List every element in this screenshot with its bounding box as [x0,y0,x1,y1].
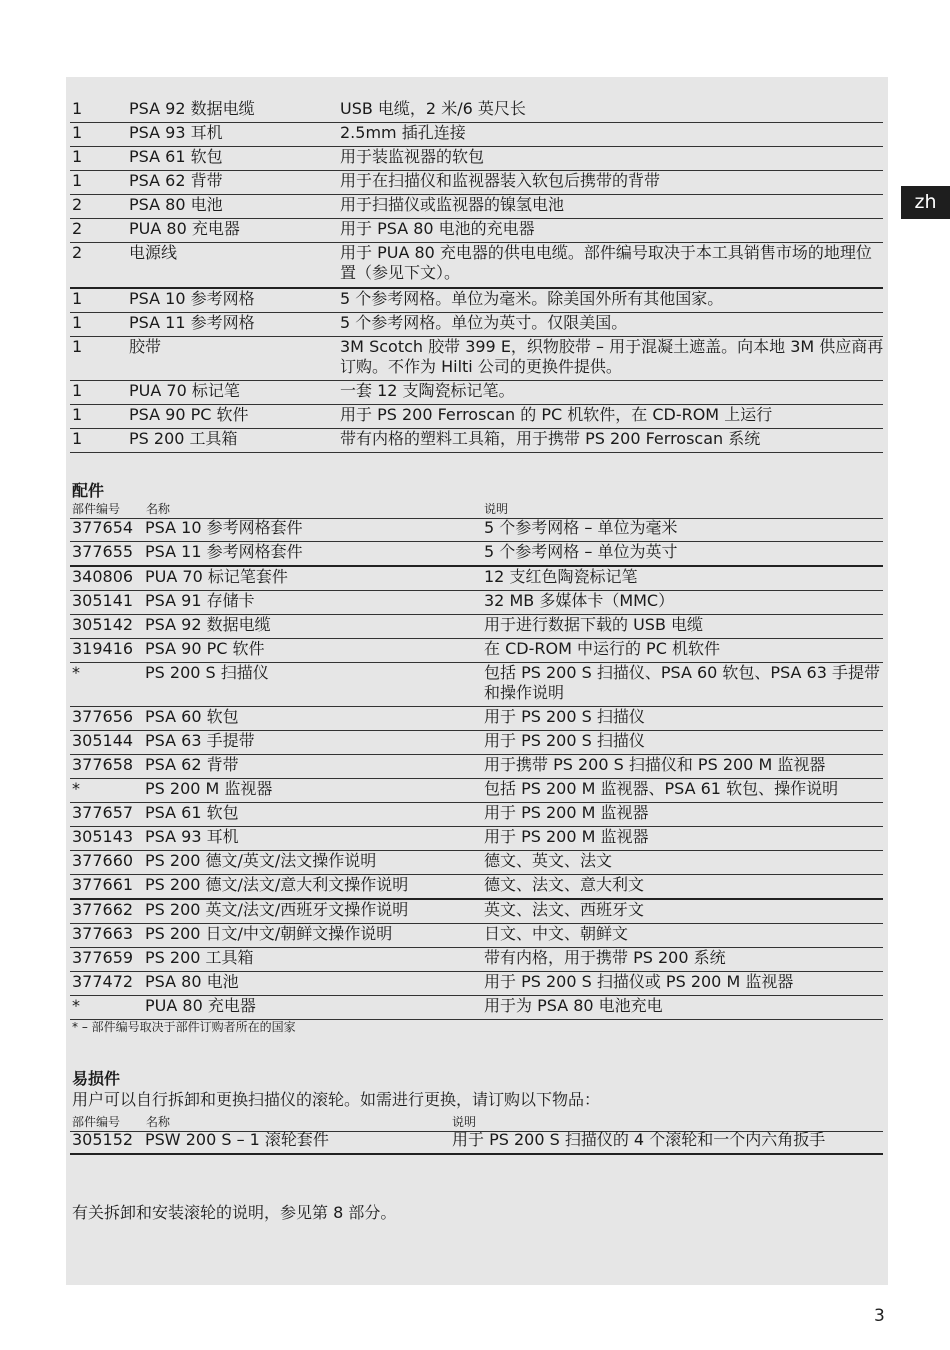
wear-parts-intro: 用户可以自行拆卸和更换扫描仪的滚轮。如需进行更换，请订购以下物品： [72,1090,601,1109]
desc-cell: 5 个参考网格 – 单位为英寸 [484,542,678,561]
part-no-cell: * [72,779,80,798]
desc-cell: 12 支红色陶瓷标记笔 [484,567,638,586]
name-cell: PS 200 工具箱 [145,948,254,967]
name-cell: PSA 90 PC 软件 [145,639,265,658]
desc-cell: 用于为 PSA 80 电池充电 [484,996,663,1015]
qty-cell: 1 [72,171,83,190]
desc-cell: 用于携带 PS 200 S 扫描仪和 PS 200 M 监视器 [484,755,826,774]
name-cell: PSW 200 S – 1 滚轮套件 [145,1130,329,1149]
part-no-cell: 377655 [72,542,134,561]
part-no-cell: 377662 [72,900,134,919]
table-row [70,567,883,591]
desc-cell: 日文、中文、朝鲜文 [484,924,629,943]
name-cell: 胶带 [129,337,162,356]
desc-cell: 用于 PS 200 Ferroscan 的 PC 机软件，在 CD-ROM 上运行 [340,405,773,424]
qty-cell: 1 [72,147,83,166]
wear-parts-table [70,1130,883,1155]
qty-cell: 1 [72,429,83,448]
name-cell: PUA 80 充电器 [145,996,256,1015]
table-row [70,948,883,972]
desc-cell: 带有内格，用于携带 PS 200 系统 [484,948,726,967]
desc-cell: 5 个参考网格 – 单位为毫米 [484,518,678,537]
desc-cell: 用于 PUA 80 充电器的供电电缆。部件编号取决于本工具销售市场的地理位置（参见下文）。 [340,243,872,282]
table-row [70,615,883,639]
part-no-cell: 377657 [72,803,134,822]
desc-cell: 用于在扫描仪和监视器装入软包后携带的背带 [340,171,661,190]
table-row [70,779,883,803]
name-cell: PSA 92 数据电缆 [145,615,271,634]
header-part-no: 部件编号 [72,502,121,516]
desc-cell: 2.5mm 插孔连接 [340,123,466,142]
table-row [70,429,883,453]
desc-cell: 用于扫描仪或监视器的镍氢电池 [340,195,565,214]
table-row [70,147,883,171]
table-row [70,875,883,900]
name-cell: PSA 61 软包 [145,803,239,822]
part-no-cell: 305142 [72,615,134,634]
part-no-cell: 305141 [72,591,134,610]
table-row [70,731,883,755]
qty-cell: 2 [72,195,83,214]
name-cell: PSA 62 背带 [129,171,223,190]
name-cell: PSA 93 耳机 [129,123,223,142]
name-cell: PSA 90 PC 软件 [129,405,249,424]
table-row [70,591,883,615]
table-row [70,851,883,875]
name-cell: PSA 62 背带 [145,755,239,774]
accessories-header [70,500,883,519]
table-row [70,924,883,948]
desc-cell: 英文、法文、西班牙文 [484,900,645,919]
desc-cell: 32 MB 多媒体卡（MMC） [484,591,675,610]
desc-cell: 在 CD-ROM 中运行的 PC 机软件 [484,639,720,658]
desc-cell: 5 个参考网格。单位为毫米。除美国外所有其他国家。 [340,289,724,308]
name-cell: PS 200 德文/法文/意大利文操作说明 [145,875,409,894]
table-row [70,972,883,996]
desc-cell: 用于 PS 200 M 监视器 [484,803,649,822]
table-row [70,195,883,219]
qty-cell: 2 [72,243,83,262]
part-no-cell: 305144 [72,731,134,750]
desc-cell: 包括 PS 200 S 扫描仪、PSA 60 软包、PSA 63 手提带和操作说明 [484,663,881,702]
name-cell: PS 200 德文/英文/法文操作说明 [145,851,377,870]
part-no-cell: 377656 [72,707,134,726]
table-row [70,803,883,827]
name-cell: PUA 70 标记笔 [129,381,240,400]
part-no-cell: 305152 [72,1130,134,1149]
table-row [70,243,883,289]
header-desc: 说明 [484,502,509,516]
table-row [70,337,883,381]
table-row [70,639,883,663]
table-row [70,996,883,1020]
name-cell: PSA 63 手提带 [145,731,255,750]
table-row [70,663,883,707]
table-row [70,123,883,147]
part-no-cell: 377659 [72,948,134,967]
table-row [70,171,883,195]
table-row [70,755,883,779]
name-cell: PS 200 工具箱 [129,429,238,448]
name-cell: PS 200 S 扫描仪 [145,663,269,682]
desc-cell: 德文、英文、法文 [484,851,613,870]
desc-cell: 用于 PS 200 S 扫描仪 [484,707,645,726]
part-no-cell: 340806 [72,567,134,586]
table-row [70,542,883,567]
accessories-footnote: * – 部件编号取决于部件订购者所在的国家 [72,1020,296,1034]
part-no-cell: 377658 [72,755,134,774]
table-row [70,405,883,429]
name-cell: PSA 11 参考网格 [129,313,255,332]
desc-cell: 用于 PS 200 S 扫描仪或 PS 200 M 监视器 [484,972,794,991]
desc-cell: 3M Scotch 胶带 399 E，织物胶带 – 用于混凝土遮盖。向本地 3M 供应商再订购。不作为 Hilti 公司的更换件提供。 [340,337,884,376]
part-no-cell: 377660 [72,851,134,870]
table-row [70,289,883,313]
part-no-cell: 377654 [72,518,134,537]
name-cell: PS 200 日文/中文/朝鲜文操作说明 [145,924,393,943]
part-no-cell: 377472 [72,972,134,991]
language-tab: zh [901,186,950,219]
qty-cell: 1 [72,337,83,356]
desc-cell: 用于 PS 200 S 扫描仪 [484,731,645,750]
qty-cell: 1 [72,381,83,400]
part-no-cell: 305143 [72,827,134,846]
name-cell: 电源线 [129,243,178,262]
part-no-cell: * [72,663,80,682]
table-row [70,219,883,243]
name-cell: PS 200 M 监视器 [145,779,273,798]
name-cell: PSA 91 存储卡 [145,591,255,610]
header-desc: 说明 [452,1115,477,1129]
desc-cell: 用于 PS 200 S 扫描仪的 4 个滚轮和一个内六角扳手 [452,1130,826,1149]
qty-cell: 1 [72,289,83,308]
desc-cell: USB 电缆，2 米/6 英尺长 [340,99,526,118]
table-row [70,381,883,405]
table-row [70,707,883,731]
qty-cell: 1 [72,99,83,118]
table-row [70,900,883,924]
header-name: 名称 [146,1115,171,1129]
header-name: 名称 [146,502,171,516]
accessories-title: 配件 [72,481,105,500]
name-cell: PSA 61 软包 [129,147,223,166]
desc-cell: 用于 PSA 80 电池的充电器 [340,219,535,238]
table-row [70,518,883,542]
name-cell: PSA 60 软包 [145,707,239,726]
header-part-no: 部件编号 [72,1115,121,1129]
page-number: 3 [874,1306,885,1326]
part-no-cell: 377663 [72,924,134,943]
wear-parts-note: 有关拆卸和安装滚轮的说明，参见第 8 部分。 [72,1203,397,1222]
name-cell: PSA 92 数据电缆 [129,99,255,118]
name-cell: PSA 10 参考网格套件 [145,518,303,537]
desc-cell: 5 个参考网格。单位为英寸。仅限美国。 [340,313,628,332]
desc-cell: 包括 PS 200 M 监视器、PSA 61 软包、操作说明 [484,779,839,798]
name-cell: PUA 80 充电器 [129,219,240,238]
table-row [70,99,883,123]
desc-cell: 用于 PS 200 M 监视器 [484,827,649,846]
table-row [70,1130,883,1155]
desc-cell: 用于进行数据下载的 USB 电缆 [484,615,704,634]
part-no-cell: 319416 [72,639,134,658]
name-cell: PSA 93 耳机 [145,827,239,846]
name-cell: PSA 10 参考网格 [129,289,255,308]
part-no-cell: 377661 [72,875,134,894]
qty-cell: 1 [72,405,83,424]
table-row [70,827,883,851]
wear-parts-title: 易损件 [72,1069,121,1088]
desc-cell: 用于装监视器的软包 [340,147,485,166]
qty-cell: 2 [72,219,83,238]
items-table [70,99,883,453]
desc-cell: 德文、法文、意大利文 [484,875,645,894]
qty-cell: 1 [72,123,83,142]
part-no-cell: * [72,996,80,1015]
name-cell: PSA 11 参考网格套件 [145,542,303,561]
qty-cell: 1 [72,313,83,332]
name-cell: PSA 80 电池 [129,195,223,214]
name-cell: PUA 70 标记笔套件 [145,567,288,586]
desc-cell: 一套 12 支陶瓷标记笔。 [340,381,515,400]
name-cell: PSA 80 电池 [145,972,239,991]
name-cell: PS 200 英文/法文/西班牙文操作说明 [145,900,409,919]
table-row [70,313,883,337]
desc-cell: 带有内格的塑料工具箱，用于携带 PS 200 Ferroscan 系统 [340,429,761,448]
accessories-table [70,518,883,1020]
